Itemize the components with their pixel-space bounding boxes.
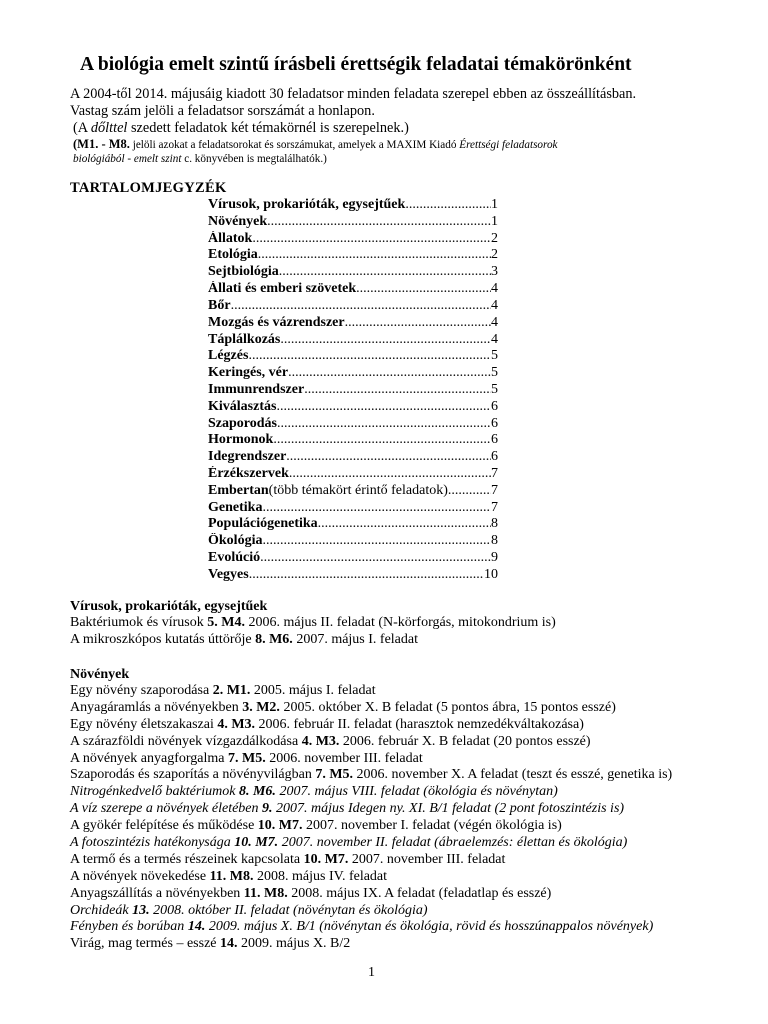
toc-item [208,533,498,550]
page-title: A biológia emelt szintű írásbeli érettségik feladatai témakörönként [80,54,632,75]
list-item [70,717,672,734]
toc-item [208,281,498,298]
toc-item-page: 10 [484,566,498,582]
toc-item [208,516,498,533]
section-viruses-entries [70,615,556,649]
toc-item-page: 4 [491,297,498,313]
toc-item-label: Növények [208,213,268,229]
toc-leader-dots [231,298,491,314]
list-item [70,683,672,700]
entry-title: Baktériumok és vírusok [70,615,208,630]
toc-leader-dots [280,332,491,348]
toc-item-page: 2 [491,230,498,246]
list-item [70,886,672,903]
toc-item [208,365,498,382]
section-heading-plants: Növények [70,667,130,682]
entry-title: A növények anyagforgalma [70,750,228,766]
toc-item-label: Vírusok, prokarióták, egysejtűek [208,197,406,212]
entry-number: 5. M4. [207,615,245,630]
entry-details: 2006. május II. feladat (N-körforgás, mitokondrium is) [244,615,556,630]
toc-item [208,231,498,248]
intro-line-1: A 2004-től 2014. májusáig kiadott 30 feladatsor minden feladata szerepel ebben az összeállításban. [70,86,637,102]
entry-title: Egy növény szaporodása [70,683,213,698]
toc-leader-dots [448,483,491,499]
toc-item-note: (több témakört érintő feladatok) [268,482,448,498]
toc-heading: TARTALOMJEGYZÉK [70,180,227,196]
toc-leader-dots [262,500,491,516]
toc-item-label: Kiválasztás [208,398,277,414]
toc-item-page: 4 [491,281,498,297]
toc-leader-dots [252,231,491,247]
entry-details: 2007. november I. feladat (végén ökológia is) [302,818,562,834]
list-item [70,615,556,632]
entry-number: 4. M3. [301,733,340,749]
toc-leader-dots [304,382,491,398]
entry-title: Virág, mag termés – esszé [70,936,220,952]
toc-item [208,264,498,281]
entry-number: 10. M7. [234,835,279,851]
list-item [70,936,672,953]
toc-leader-dots [356,281,491,297]
toc-leader-dots [262,533,491,549]
entry-details: 2009. május X. B/2 [237,936,351,952]
toc-leader-dots [277,416,491,432]
toc-item-label: Vegyes [208,566,249,582]
toc-item [208,197,498,214]
entry-number: 11. M8. [243,885,288,901]
toc-item [208,432,498,449]
toc-item-page: 7 [491,482,498,498]
intro-block [70,86,730,166]
entry-title: A mikroszkópos kutatás úttörője [70,631,256,647]
page-number: 1 [368,965,375,980]
toc-item [208,348,498,365]
toc-leader-dots [286,449,491,465]
entry-title: Orchideák [70,902,133,918]
intro-line-5: biológiából - emelt szint c. könyvében is megtalálhatók.) [73,153,327,165]
toc-item-page: 6 [491,398,498,414]
list-item [70,835,672,852]
toc-leader-dots [249,567,484,583]
toc-leader-dots [289,466,491,482]
toc-item [208,416,498,433]
entry-number: 14. [220,936,238,952]
entry-details: 2007. május VIII. feladat (ökológia és növénytan) [275,784,558,800]
entry-details: 2009. május X. B/1 (növénytan és ökológia, rövid és hosszúnappalos növények) [205,919,654,935]
entry-number: 3. M2. [242,699,280,715]
toc-leader-dots [267,214,491,230]
entry-title: A fotoszintézis hatékonysága [70,835,235,851]
toc-item-label: Populációgenetika [208,516,318,532]
intro-line-4: (M1. - M8. jelöli azokat a feladatsorokat és sorszámukat, amelyek a MAXIM Kiadó Érettségi feladatsorok [73,137,558,151]
toc-item-page: 8 [491,516,498,532]
toc-leader-dots [318,516,491,532]
toc-item [208,382,498,399]
toc-item [208,399,498,416]
entry-details: 2007. november II. feladat (ábraelemzés: élettan és ökológia) [278,835,628,851]
entry-number: 8. M6. [238,784,276,800]
toc-item-page: 4 [491,314,498,330]
toc-leader-dots [405,197,491,213]
toc-item [208,483,498,500]
entry-number: 11. M8. [209,868,254,884]
toc-item-label: Evolúció [208,550,261,566]
entry-title: A szárazföldi növények vízgazdálkodása [70,733,302,749]
entry-title: Anyagáramlás a növényekben [70,699,243,715]
toc-item-label: Genetika [208,499,263,515]
intro-line-3: (A dőlttel szedett feladatok két témakörnél is szerepelnek.) [73,120,409,136]
toc-item-label: Keringés, vér [208,365,289,381]
list-item [70,734,672,751]
toc-item-label: Sejtbiológia [208,264,279,280]
toc-item-label: Etológia [208,247,258,263]
entry-title: Anyagszállítás a növényekben [70,885,244,901]
entry-details: 2006. november III. feladat [265,750,423,766]
toc-leader-dots [288,365,491,381]
entry-number: 8. M6. [255,631,293,647]
toc-item [208,315,498,332]
entry-title: Szaporodás és szaporítás a növényvilágban [70,767,316,783]
toc-item-label: Táplálkozás [208,331,281,347]
list-item [70,784,672,801]
section-heading-viruses: Vírusok, prokarióták, egysejtűek [70,599,268,614]
entry-number: 7. M5. [315,767,354,783]
toc-leader-dots [279,264,491,280]
entry-number: 9. [262,801,273,817]
entry-number: 10. M7. [303,851,349,867]
list-item [70,632,556,649]
entry-details: 2006. február II. feladat (harasztok nemzedékváltakozása) [255,716,584,732]
toc-item [208,449,498,466]
entry-details: 2005. május I. feladat [250,683,376,698]
entry-title: A víz szerepe a növények életében [70,801,263,817]
toc-item-page: 7 [491,499,498,515]
toc-item-page: 8 [491,533,498,549]
section-plants-entries [70,683,672,953]
entry-title: Nitrogénkedvelő baktériumok [70,784,239,800]
entry-details: 2007. május Idegen ny. XI. B/1 feladat (2 pont fotoszintézis is) [272,801,625,817]
toc-item-page: 3 [491,264,498,280]
entry-title: A növények növekedése [70,868,210,884]
toc-item-label: Szaporodás [208,415,277,431]
entry-details: 2006. február X. B feladat (20 pontos esszé) [339,733,591,749]
entry-number: 4. M3. [217,716,256,732]
list-item [70,801,672,818]
toc-item-label: Immunrendszer [208,381,305,397]
table-of-contents [208,197,498,584]
entry-details: 2008. május IX. A feladat (feladatlap és esszé) [287,885,552,901]
toc-item-page: 4 [491,331,498,347]
entry-details: 2006. november X. A feladat (teszt és esszé, genetika is) [353,767,673,783]
toc-item [208,247,498,264]
toc-item-page: 6 [491,449,498,465]
entry-title: A gyökér felépítése és működése [70,818,258,834]
toc-item [208,332,498,349]
toc-leader-dots [260,550,491,566]
list-item [70,852,672,869]
toc-item [208,214,498,231]
toc-item-label: Állati és emberi szövetek [208,281,357,297]
toc-item [208,500,498,517]
toc-item-label: Légzés [208,348,249,364]
list-item [70,700,672,717]
toc-item-page: 5 [491,348,498,364]
toc-item-page: 1 [491,197,498,212]
toc-item-label: Hormonok [208,432,274,448]
toc-leader-dots [258,247,491,263]
entry-details: 2008. október II. feladat (növénytan és ökológia) [149,902,428,918]
list-item [70,751,672,768]
entry-title: A termő és a termés részeinek kapcsolata [70,851,304,867]
toc-item-page: 6 [491,415,498,431]
entry-details: 2007. május I. feladat [292,631,418,647]
toc-item-page: 6 [491,432,498,448]
entry-title: Fényben és borúban [70,919,188,935]
entry-number: 14. [187,919,206,935]
toc-item-label: Bőr [208,297,231,313]
toc-leader-dots [248,348,491,364]
toc-item-label: Érzékszervek [208,466,289,481]
toc-leader-dots [345,315,491,331]
entry-number: 2. M1. [212,683,251,698]
toc-item-page: 5 [491,381,498,397]
intro-line-2: Vastag szám jelöli a feladatsor sorszámát a honlapon. [70,103,375,119]
toc-leader-dots [273,432,491,448]
list-item [70,869,672,886]
list-item [70,818,672,835]
toc-item-page: 5 [491,365,498,381]
entry-number: 13. [132,902,150,918]
toc-item-page: 9 [491,550,498,566]
list-item [70,919,672,936]
entry-title: Egy növény életszakaszai [70,716,218,732]
toc-leader-dots [276,399,491,415]
toc-item [208,567,498,584]
entry-details: 2008. május IV. feladat [253,868,388,884]
toc-item-label: Mozgás és vázrendszer [208,314,345,330]
entry-details: 2007. november III. feladat [348,851,506,867]
toc-item [208,466,498,483]
toc-item-label: Idegrendszer [208,449,287,465]
toc-item-page: 7 [491,466,498,481]
toc-item [208,550,498,567]
toc-item [208,298,498,315]
toc-item-page: 1 [491,213,498,229]
toc-item-label: Embertan [208,482,269,498]
toc-item-page: 2 [491,247,498,263]
entry-details: 2005. október X. B feladat (5 pontos ábra, 15 pontos esszé) [279,699,616,715]
toc-item-label: Állatok [208,230,253,246]
list-item [70,903,672,920]
entry-number: 10. M7. [257,818,303,834]
entry-number: 7. M5. [227,750,266,766]
toc-item-label: Ökológia [208,533,263,549]
list-item [70,767,672,784]
